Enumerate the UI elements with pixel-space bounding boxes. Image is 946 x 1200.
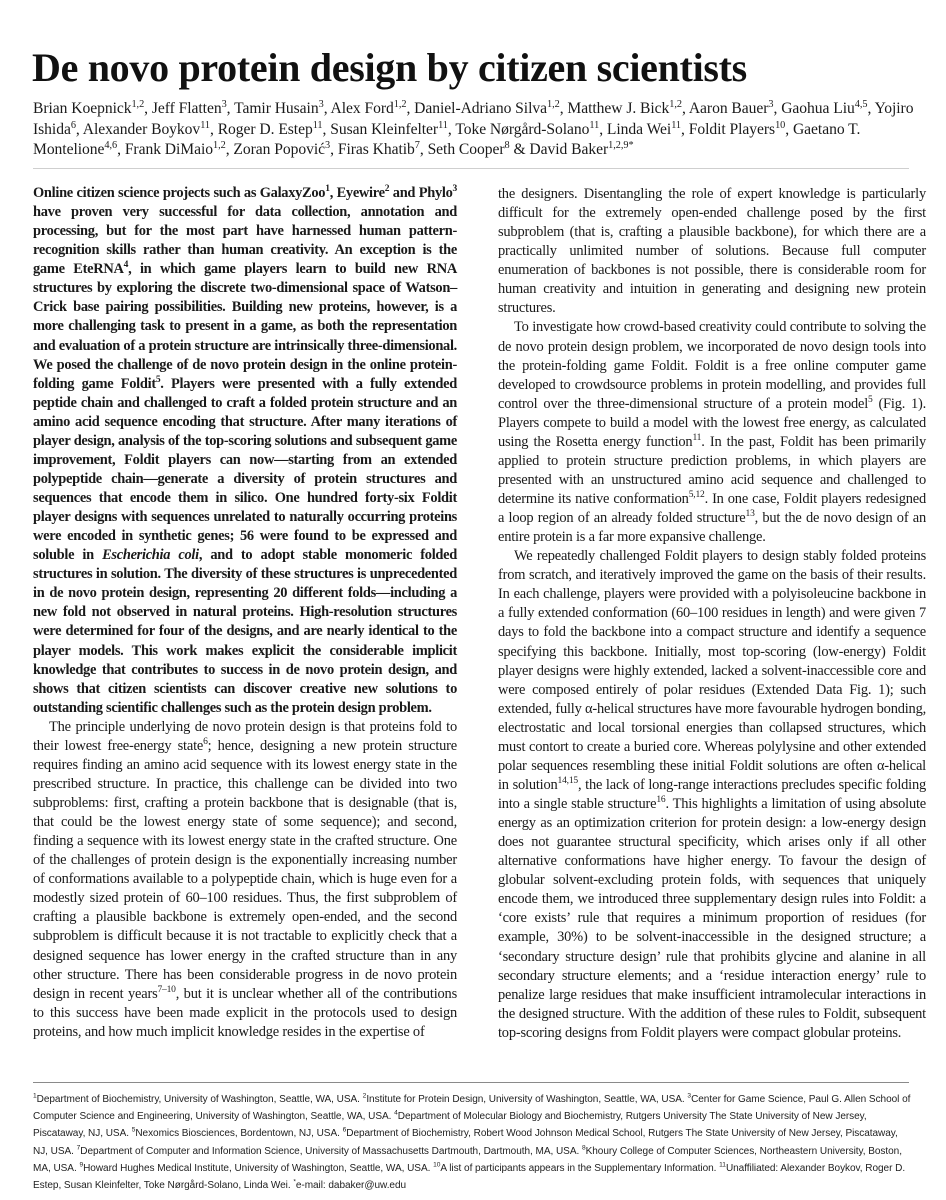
- author-name: Frank DiMaio: [124, 141, 214, 159]
- text-run: ; hence, designing a new protein structure requires finding an amino acid sequence with its lowest energy state in the prescribed structure. In practice, this challenge can be divided into two subproblems: first, crafting a protein backbone that is designable (that is, that could be the lowest energy state of some sequence); and second, finding a sequence with its lowest energy state in the crafted structure. One of the challenges of protein design is the exponentially increasing number of conformations available to a polypeptide chain, which is huge even for a modestly sized protein of 60–100 residues. Thus, the first subproblem of crafting a plausible backbone is extremely open-ended, and the second subproblem is difficult because it is not tractable to explicitly check that a designed sequence has lower energy in the crafted structure than in any other structure. There has been considerable progress in de novo protein design in recent years: [33, 737, 457, 1002]
- text-run: and Phylo: [389, 185, 453, 201]
- author-affiliation-mark: 3: [221, 98, 227, 110]
- affiliation-text: e-mail: dabaker@uw.edu: [295, 1180, 407, 1192]
- reference-mark: 7–10: [157, 984, 176, 995]
- paragraph: [33, 718, 457, 1042]
- author-name: Linda Wei: [606, 120, 672, 138]
- author-name: David Baker: [529, 141, 609, 159]
- affiliation-number: 6: [342, 1127, 347, 1135]
- paragraph: [33, 184, 457, 718]
- author-name: Yojiro Ishida: [33, 100, 914, 138]
- affiliation-number: 11: [719, 1161, 726, 1169]
- reference-mark: 13: [745, 509, 755, 520]
- author-name: Aaron Bauer: [688, 100, 769, 117]
- affiliation-number: 4: [394, 1109, 398, 1117]
- author: [414, 100, 560, 117]
- text-run: We repeatedly challenged Foldit players to design stably folded proteins from scratch, and iteratively improved the game on the basis of their results. In each challenge, players were provided with a polyisoleucine backbone in a fully extended conformation (60–100 residues in length) and were given 7 days to fold the backbone into a compact structure and identify a sequence specifying this backbone. Initially, most top-scoring (low-energy) Foldit player designs were highly extended, lacked a solvent-inaccessible core and were composed entirely of polar residues (Extended Data Fig. 1); such extended, fully α-helical structures have more favourable hydrogen bonding, electrostatic and local torsional energies than collapsed structures, which must contort to create a buried core. Whereas polylysine and other extended polar sequences resembling these initial Foldit solutions are often α-helical in solution: [498, 548, 926, 793]
- affiliation-text: Nexomics Biosciences, Bordentown, NJ, USA.: [135, 1128, 343, 1140]
- author-affiliation-mark: 1,2: [546, 98, 560, 110]
- author-affiliation-mark: 11: [671, 119, 681, 131]
- affiliation-number: 1: [33, 1092, 37, 1100]
- reference-mark: 6: [203, 737, 208, 747]
- author-affiliation-mark: 11: [200, 119, 210, 131]
- text-run: . In one case, Foldit players redesigned a loop region of an already folded structure: [498, 491, 926, 527]
- affiliation-number: 10: [433, 1161, 441, 1169]
- author-affiliation-mark: 11: [589, 119, 600, 131]
- author-name: Firas Khatib: [337, 141, 415, 159]
- affiliation-number: 3: [687, 1092, 692, 1100]
- author-affiliation-mark: 1,2: [669, 98, 682, 110]
- author: [331, 100, 407, 117]
- footnote-divider: [33, 1082, 909, 1083]
- author-affiliation-mark: 4,5: [854, 98, 868, 110]
- paragraph: [498, 547, 926, 1043]
- text-run: The principle underlying de novo protein design is that proteins fold to their lowest free-energy state: [33, 718, 457, 754]
- affiliation-number: *: [293, 1178, 296, 1186]
- author: [607, 121, 681, 138]
- text-run: , in which game players learn to build new RNA structures by exploring the discrete two-dimensional space of Watson–Crick base pairing possibilities. Building new proteins, however, is a more challenging task to present in a game, as both the representation and evaluation of a protein structure are intrinsically three-dimensional. We posed the challenge of de novo protein design in the online protein-folding game Foldit: [33, 261, 457, 392]
- author-name: Gaohua Liu: [781, 100, 855, 117]
- author: [338, 141, 420, 158]
- italic-text: Escherichia coli: [102, 547, 199, 564]
- body-column-right: [498, 185, 926, 1043]
- author-name: Alex Ford: [330, 100, 394, 117]
- text-run: have proven very successful for data collection, annotation and processing, but for the most part have harnessed human pattern-recognition skills rather than human creativity. An exception is the game EteRNA: [33, 204, 457, 278]
- author: [689, 100, 774, 117]
- author-affiliation-mark: 1,2: [213, 140, 226, 151]
- article-title: De novo protein design by citizen scientists: [32, 45, 747, 90]
- text-run: . Players were presented with a fully extended peptide chain and challenged to craft a folded protein structure and an amino acid sequence encoding that structure. After many iterations of player design, analysis of the top-scoring solutions and subsequent game improvement, Foldit players can now—starting from an extended polypeptide chain—generate a diversity of protein structures and sequences that encode them in silico. One hundred forty-six Foldit player designs with sequences unrelated to naturally occurring proteins were encoded in synthetic genes; 56 were found to be expressed and soluble in: [33, 375, 457, 564]
- affiliation-text: Center for Game Science, Paul G. Allen School of Computer Science and Engineering, University of Washington, Seattle, WA, USA.: [33, 1094, 911, 1123]
- author-affiliation-mark: 1,2: [393, 98, 407, 110]
- author: [781, 100, 867, 117]
- reference-mark: 1: [325, 184, 330, 195]
- affiliation-number: 8: [581, 1144, 586, 1152]
- author-name: Jeff Flatten: [151, 100, 222, 117]
- body-column-left: [33, 184, 457, 1042]
- reference-mark: 5,12: [688, 490, 705, 501]
- affiliation-text: Howard Hughes Medical Institute, University of Washington, Seattle, WA, USA.: [83, 1162, 434, 1174]
- author-affiliation-mark: 3: [325, 140, 331, 151]
- author: [567, 100, 682, 117]
- reference-mark: 2: [384, 184, 390, 195]
- text-run: . In the past, Foldit has been primarily applied to protein structure prediction problems, in which players are presented with an unstructured amino acid sequence and challenged to determine its native conformation: [498, 433, 926, 507]
- affiliation-number: 7: [76, 1144, 81, 1152]
- author-affiliation-mark: 1,2,9*: [608, 140, 634, 151]
- text-run: , but it is unclear whether all of the contributions to this success have been made explicit in the protocols used to design proteins, and how much implicit knowledge resides in the expertise of: [33, 985, 457, 1040]
- author-affiliation-mark: 10: [775, 119, 786, 131]
- author-name: Foldit Players: [688, 120, 776, 138]
- reference-mark: 16: [656, 795, 666, 806]
- text-run: To investigate how crowd-based creativity could contribute to solving the de novo protein design problem, we incorporated de novo design tools into the protein-folding game Foldit. Foldit is a free online computer game developed to crowdsource problems in protein modelling, and provides full control over the three-dimensional structure of a protein model: [498, 319, 926, 412]
- author: [330, 121, 448, 138]
- author-affiliation-mark: 3: [318, 98, 324, 110]
- affiliation-text: Department of Molecular Biology and Biochemistry, Rutgers University The State University of New Jersey, Piscataway, NJ, USA.: [33, 1111, 867, 1140]
- author-name: Gaetano T. Montelione: [33, 120, 861, 159]
- author-name: Toke Nørgård-Solano: [455, 120, 590, 138]
- text-run: , but the de novo design of an entire protein is a far more expansive challenge.: [498, 510, 927, 546]
- text-run: . This highlights a limitation of using absolute energy as an optimization criterion for protein design: a low-energy design does not guarantee structural specificity, which arises only if all other alternative conformations have higher energy. To favour the design of globular solvent-excluding protein folds, with sequences that uniquely encode them, we introduced three supplementary design rules into Foldit: a ‘core exists’ rule that requires a minimum proportion of residues (for example, 30%) to be solvent-inaccessible in the designed structure; a ‘secondary structure design’ rule that prohibits glycine and alanine in all secondary structure elements; and a ‘residue interaction energy’ rule to penalize large residues that make insufficient intramolecular interactions in the designed structure. With the addition of these rules to Foldit, subsequent top-scoring designs from Foldit players were compact globular proteins.: [498, 796, 927, 1041]
- text-run: , the lack of long-range interactions precludes specific folding into a single stable structure: [498, 776, 926, 812]
- text-run: Online citizen science projects such as GalaxyZoo: [33, 185, 326, 201]
- author-affiliation-mark: 6: [70, 119, 76, 131]
- header-divider: [33, 168, 909, 169]
- author-affiliation-mark: 4,6: [104, 140, 118, 151]
- author-name: Daniel-Adriano Silva: [414, 100, 547, 117]
- author-affiliation-mark: 11: [312, 119, 323, 131]
- author-name: Tamir Husain: [234, 100, 319, 117]
- author-list: Brian Koepnick$^{1,2}$, Jeff Flatten$^3$, Tamir Husain$^3$, Alex Ford$^{1,2}$, Daniel-Adriano Silva$^{1,2}$, Matthew J. Bick$^{1,2}$, Aaron Bauer$^3$, Gaohua Liu$^{4,5}$, Yojiro Ishida$^6$, Alexander Boykov$^{11}$, Roger D. Estep$^{11}$, Susan Kleinfelter$^{11}$, Toke Nørgård-Solano$^{11}$, Linda Wei$^{11}$, Foldit Players$^{10}$, Gaetano T. Montelione$^{4,6}$, Frank DiMaio$^{1,2}$, Zoran Popović$^3$, Firas Khatib$^7$, Seth Cooper$^8$ & David Baker$^{1,2,9*}$: [33, 98, 914, 159]
- text-run: , and to adopt stable monomeric folded structures in solution. The diversity of these structures is unprecedented in de novo protein design, representing 20 different folds—including a new fold not observed in natural proteins. High-resolution structures were determined for four of the designs, and are nearly identical to the player models. This work makes explicit the considerable implicit knowledge that contributes to success in de novo protein design, and shows that citizen scientists can discover creative new solutions to outstanding scientific challenges such as the protein design problem.: [33, 547, 457, 716]
- reference-mark: 5: [868, 394, 873, 405]
- author: [152, 100, 227, 117]
- text-run: (Fig. 1). Players compete to build a model with the lowest free energy, as calculated using the Rosetta energy function: [498, 395, 926, 450]
- affiliation-number: 9: [79, 1161, 84, 1169]
- author: [218, 121, 323, 138]
- affiliation-number: 5: [131, 1127, 136, 1135]
- reference-mark: 11: [692, 433, 702, 443]
- author: [428, 141, 510, 158]
- author: [83, 121, 210, 138]
- author-affiliation-mark: 1,2: [131, 98, 145, 110]
- paragraph: [498, 185, 926, 318]
- author-name: Seth Cooper: [427, 141, 505, 159]
- affiliation-text: Department of Biochemistry, University of Washington, Seattle, WA, USA.: [36, 1094, 363, 1105]
- author-affiliation-mark: 8: [504, 140, 510, 151]
- author-name: Brian Koepnick: [33, 100, 132, 117]
- affiliation-number: 2: [362, 1092, 367, 1100]
- reference-mark: 3: [452, 184, 458, 195]
- author-name: Susan Kleinfelter: [330, 120, 439, 138]
- affiliation-text: Khoury College of Computer Sciences, Northeastern University, Boston, MA, USA.: [33, 1145, 902, 1174]
- author: [233, 141, 330, 158]
- affiliation-text: A list of participants appears in the Supplementary Information.: [440, 1162, 720, 1174]
- paragraph: [498, 318, 926, 547]
- author-affiliation-mark: 11: [438, 119, 448, 131]
- author-name: Alexander Boykov: [82, 120, 201, 138]
- author: [125, 141, 226, 158]
- reference-mark: 4: [123, 260, 129, 271]
- author: [529, 141, 633, 158]
- author-affiliation-mark: 3: [768, 98, 774, 110]
- affiliation-text: Department of Biochemistry, Robert Wood Johnson Medical School, Rutgers The State University of New Jersey, Piscataway, NJ, USA.: [33, 1128, 898, 1157]
- author-name: Zoran Popović: [233, 141, 326, 159]
- author: [33, 100, 144, 117]
- author: [455, 121, 599, 138]
- text-run: the designers. Disentangling the role of expert knowledge is particularly difficult for the extremely open-ended challenge posed by the first subproblem (that is, crafting a plausible backbone), for which there are a practically unlimited number of solutions. Because full computer enumeration of backbones is not possible, there is considerable room for human creativity and intuition in generating and designing new protein structures.: [498, 186, 926, 317]
- reference-mark: 5: [155, 374, 161, 385]
- author-name: Roger D. Estep: [217, 120, 313, 138]
- affiliation-text: Department of Computer and Information Science, University of Massachusetts Dartmouth, Dartmouth, MA, USA.: [80, 1145, 582, 1157]
- author: [689, 121, 786, 138]
- affiliation-text: Unaffiliated: Alexander Boykov, Roger D. Estep, Susan Kleinfelter, Toke Nørgård-Solano, Linda Wei.: [33, 1162, 906, 1192]
- affiliations-footnote: [33, 1091, 913, 1194]
- text-run: , Eyewire: [329, 185, 385, 201]
- author-name: Matthew J. Bick: [567, 100, 670, 117]
- reference-mark: 14,15: [557, 776, 578, 787]
- author: [234, 100, 324, 117]
- affiliation-text: Institute for Protein Design, University of Washington, Seattle, WA, USA.: [366, 1094, 688, 1105]
- author-affiliation-mark: 7: [414, 140, 420, 151]
